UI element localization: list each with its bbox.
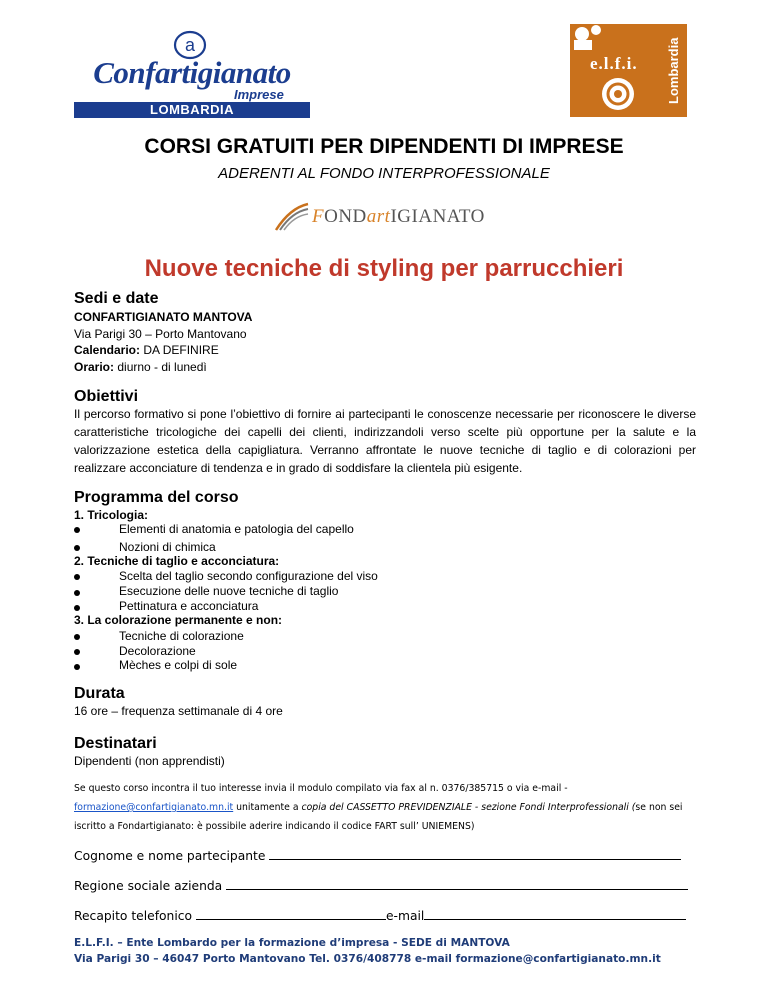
module-item: Nozioni di chimica <box>119 540 216 554</box>
confartigianato-logo <box>74 30 310 118</box>
venue-name: CONFARTIGIANATO MANTOVA <box>74 310 253 324</box>
section-heading-durata: Durata <box>74 685 125 702</box>
page-title: CORSI GRATUITI PER DIPENDENTI DI IMPRESE <box>144 135 624 158</box>
lombardia-band: LOMBARDIA <box>74 102 310 118</box>
confartigianato-wordmark: Confartigianato <box>93 55 291 90</box>
bullet <box>74 527 80 533</box>
section-heading-sedi: Sedi e date <box>74 290 159 307</box>
module-title: 3. La colorazione permanente e non: <box>74 613 283 627</box>
elfi-logo <box>570 24 687 117</box>
submission-note: Se questo corso incontra il tuo interesse invia il modulo compilato via fax al n. 0376/385715 o via e-mail - formazione@confartigianato.mn.it unitamente a copia del CASSETTO PREVIDENZIALE - sezione Fondi Interprofessionali (se non sei iscritto a Fondartigianato: è possibile aderire indicando il codice FART sull’ UNIEMENS) <box>74 783 683 832</box>
bullet <box>74 605 80 611</box>
bullet <box>74 545 80 551</box>
module-item: Elementi di anatomia e patologia del capello <box>119 522 354 536</box>
module-title: 1. Tricologia: <box>74 508 149 522</box>
section-heading-destinatari: Destinatari <box>74 735 157 752</box>
swoosh-icon <box>272 202 312 232</box>
elfi-wordmark: e.l.f.i. <box>590 54 638 73</box>
module-item: Mèches e colpi di sole <box>119 658 238 672</box>
recipients-text: Dipendenti (non apprendisti) <box>74 754 225 768</box>
objectives-text: Il percorso formativo si pone l’obiettivo di fornire ai partecipanti le conoscenze necessarie per riconoscere le diverse caratteristiche tricologiche dei capelli dei clienti, indirizzandoli verso scelte più opportune per la salute e la valorizzazione estetica della capigliatura. Verranno affrontate le nuove tecniche di taglio e di colorazioni per realizzare acconciature di tendenza e in grado di soddisfare la clientela più esigente. <box>74 407 696 475</box>
footer-line-2: Via Parigi 30 – 46047 Porto Mantovano Tel. 0376/408778 e-mail formazione@confartigianato.mn.it <box>74 953 661 965</box>
module-item: Tecniche di colorazione <box>119 629 244 643</box>
company-field[interactable]: Regione sociale azienda <box>74 877 688 893</box>
imprese-label: Imprese <box>234 87 284 102</box>
email-link[interactable]: formazione@confartigianato.mn.it <box>74 802 234 813</box>
at-emblem-icon <box>600 76 636 112</box>
duration-text: 16 ore – frequenza settimanale di 4 ore <box>74 704 283 718</box>
module-item: Scelta del taglio secondo configurazione del viso <box>119 569 378 583</box>
time-line: Orario: diurno - di lunedì <box>74 360 207 374</box>
bullet <box>74 664 80 670</box>
calendar-line: Calendario: DA DEFINIRE <box>74 343 219 357</box>
contact-field[interactable]: Recapito telefonico e-mail <box>74 907 686 923</box>
module-item: Pettinatura e acconciatura <box>119 599 259 613</box>
module-title: 2. Tecniche di taglio e acconciatura: <box>74 554 280 568</box>
fondartigianato-wordmark: FONDartIGIANATO <box>312 206 485 227</box>
bullet <box>74 574 80 580</box>
section-heading-obiettivi: Obiettivi <box>74 388 139 405</box>
footer-line-1: E.L.F.I. – Ente Lombardo per la formazione d’impresa - SEDE di MANTOVA <box>74 937 510 949</box>
svg-text:a: a <box>184 35 196 55</box>
venue-address: Via Parigi 30 – Porto Mantovano <box>74 327 247 341</box>
fondartigianato-logo <box>272 200 502 236</box>
module-item: Decolorazione <box>119 644 196 658</box>
module-item: Esecuzione delle nuove tecniche di taglio <box>119 584 339 598</box>
name-field[interactable]: Cognome e nome partecipante <box>74 847 681 863</box>
bullet <box>74 649 80 655</box>
bullet <box>74 634 80 640</box>
page-subtitle: ADERENTI AL FONDO INTERPROFESSIONALE <box>218 165 550 182</box>
elfi-region-label: Lombardia <box>666 37 681 105</box>
bullet <box>74 590 80 596</box>
section-heading-programma: Programma del corso <box>74 489 239 506</box>
course-title: Nuove tecniche di styling per parrucchieri <box>144 255 624 282</box>
